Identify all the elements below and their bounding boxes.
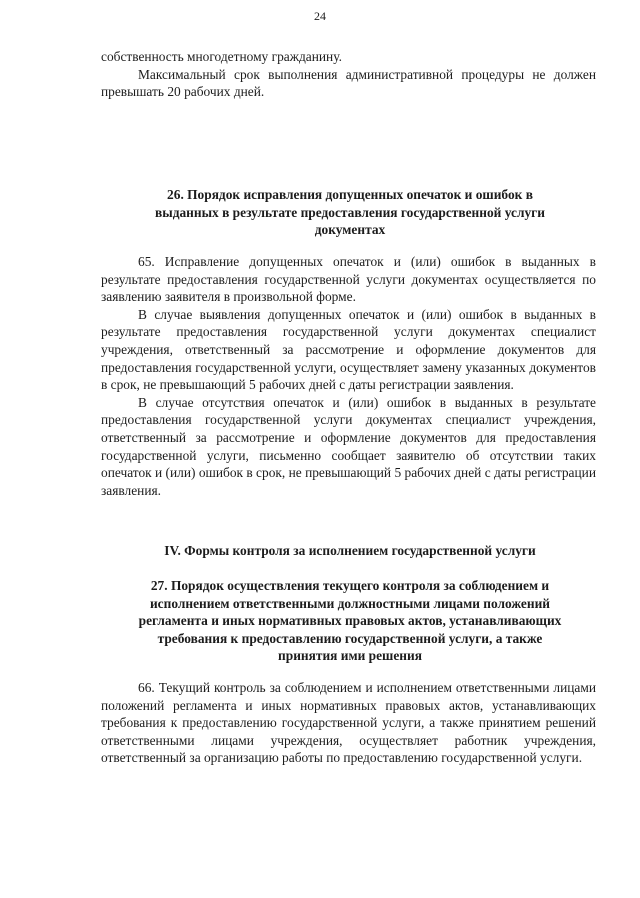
heading-line: 27. Порядок осуществления текущего контроля за соблюдением и <box>150 578 550 593</box>
page-number: 24 <box>314 9 326 23</box>
heading-line: исполнением ответственными должностными лицами положений <box>149 595 551 611</box>
section-26-body <box>101 253 596 499</box>
paragraph-case-errors-found: В случае выявления допущенных опечаток и (или) ошибок в выданных в результате предоставления государственной услуги документах специалист учреждения, ответственный за рассмотрение и оформление документов для предоставления государственной услуги, осуществляет замену указанных документов в срок, не превышающий 5 рабочих дней с даты регистрации заявления. <box>101 306 596 393</box>
paragraph-continuation: собственность многодетному гражданину. <box>101 49 342 64</box>
paragraph-case-no-errors: В случае отсутствия опечаток и (или) ошибок в выданных в результате предоставления государственной услуги документах специалист учреждения, ответственный за рассмотрение и оформление документов для предоставления государственной услуги, письменно сообщает заявителю об отсутствии таких опечаток и (или) ошибок в срок, не превышающий 5 рабочих дней с даты регистрации заявления. <box>101 394 596 498</box>
heading-line: регламента и иных нормативных правовых актов, устанавливающих <box>138 613 562 629</box>
section-27-heading <box>110 577 590 665</box>
section-26-heading <box>110 186 590 239</box>
paragraph-65: 65. Исправление допущенных опечаток и (или) ошибок в выданных в результате предоставления государственной услуги документах осуществляется по заявлению заявителя в произвольной форме. <box>101 254 596 305</box>
paragraph-66: 66. Текущий контроль за соблюдением и исполнением ответственными лицами положений регламента и иных нормативных правовых актов, устанавливающих требования к предоставлению государственной услуги, а также принятием решений ответственными лицами учреждения, осуществляет работник учреждения, ответственный за организацию работы по предоставлению государственной услуги. <box>101 680 596 766</box>
heading-line: требования к предоставлению государственной услуги, а также <box>157 630 543 646</box>
heading-line: документах <box>314 222 386 238</box>
heading-line: 26. Порядок исправления допущенных опечаток и ошибок в <box>167 187 533 202</box>
section-27-body <box>101 679 596 767</box>
heading-line: принятия ими решения <box>278 648 422 664</box>
paragraph-deadline: Максимальный срок выполнения административной процедуры не должен превышать 20 рабочих дней. <box>101 66 596 100</box>
heading-line: выданных в результате предоставления государственной услуги <box>155 204 545 220</box>
top-text-block <box>101 48 596 101</box>
chapter-iv-heading: IV. Формы контроля за исполнением государственной услуги <box>164 543 536 558</box>
